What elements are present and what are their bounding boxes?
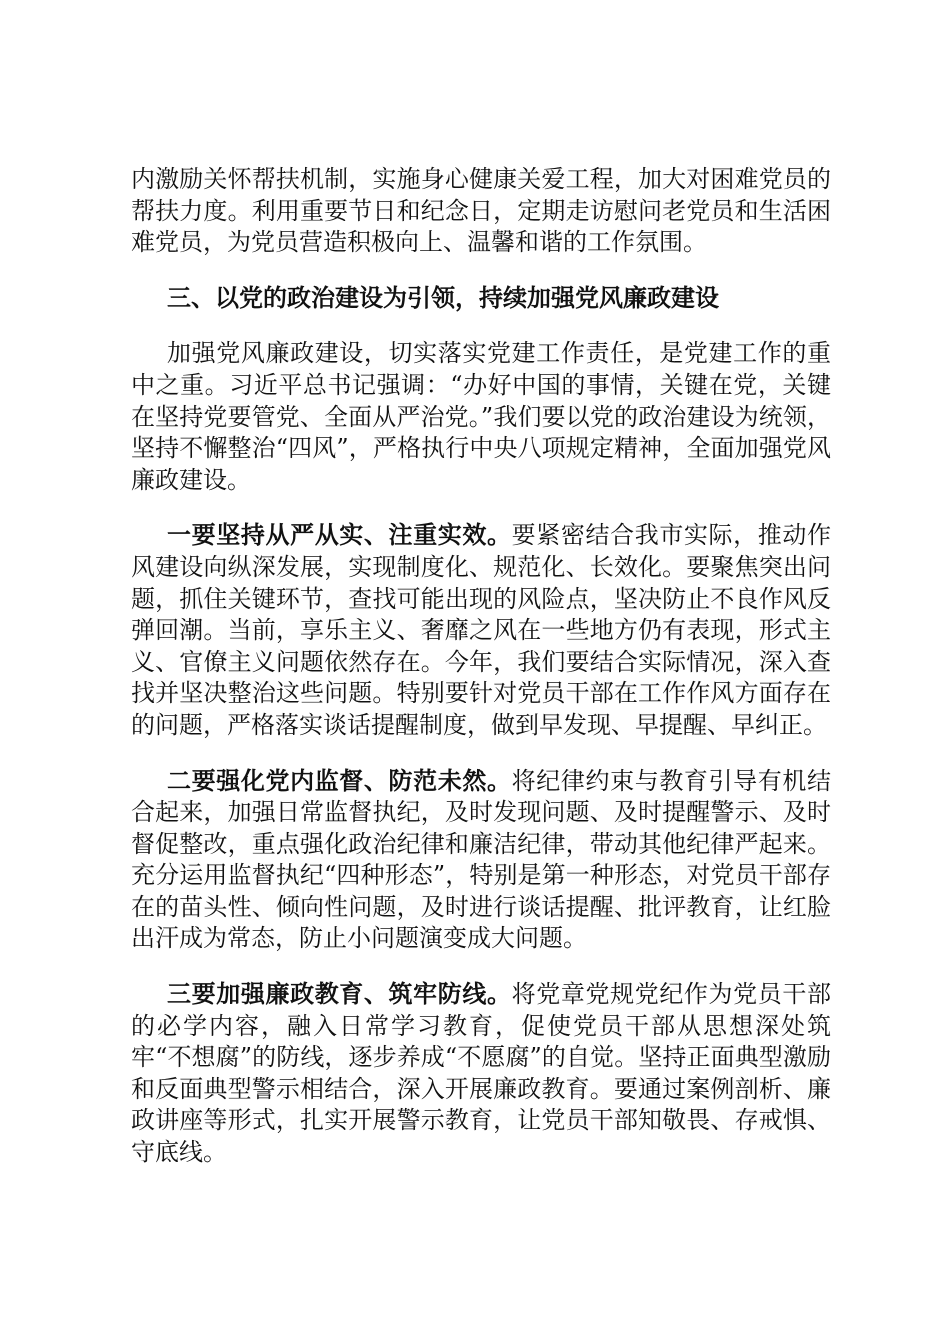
item-3-lead: 三要加强廉政教育、筑牢防线。 [167, 980, 512, 1009]
section-body-paragraph: 加强党风廉政建设，切实落实党建工作责任，是党建工作的重中之重。习近平总书记强调：“办好中国的事情，关键在党，关键在坚持党要管党、全面从严治党。”我们要以党的政治建设为统领，坚持不懈整治“四风”，严格执行中央八项规定精神，全面加强党风廉政建设。 [131, 339, 831, 494]
item-1-body: 要紧密结合我市实际，推动作风建设向纵深发展，实现制度化、规范化、长效化。要聚焦突出问题，抓住关键环节，查找可能出现的风险点，坚决防止不良作风反弹回潮。当前，享乐主义、奢靡之风在一些地方仍有表现，形式主义、官僚主义问题依然存在。今年，我们要结合实际情况，深入查找并坚决整治这些问题。特别要针对党员干部在工作作风方面存在的问题，严格落实谈话提醒制度，做到早发现、早提醒、早纠正。 [131, 521, 832, 739]
item-3-paragraph [131, 979, 831, 1169]
item-2-body: 将纪律约束与教育引导有机结合起来，加强日常监督执纪，及时发现问题、及时提醒警示、及时督促整改，重点强化政治纪律和廉洁纪律，带动其他纪律严起来。充分运用监督执纪“四种形态”，特别是第一种形态，对党员干部存在的苗头性、倾向性问题，及时进行谈话提醒、批评教育，让红脸出汗成为常态，防止小问题演变成大问题。 [131, 766, 832, 953]
paragraph-intro: 内激励关怀帮扶机制，实施身心健康关爱工程，加大对困难党员的帮扶力度。利用重要节日和纪念日，定期走访慰问老党员和生活困难党员，为党员营造积极向上、温馨和谐的工作氛围。 [131, 165, 831, 257]
item-3-body: 将党章党规党纪作为党员干部的必学内容，融入日常学习教育，促使党员干部从思想深处筑牢“不想腐”的防线，逐步养成“不愿腐”的自觉。坚持正面典型激励和反面典型警示相结合，深入开展廉政教育。要通过案例剖析、廉政讲座等形式，扎实开展警示教育，让党员干部知敬畏、存戒惧、守底线。 [131, 980, 832, 1167]
paragraph-gap [131, 259, 831, 283]
section-heading: 三、以党的政治建设为引领，持续加强党风廉政建设 [167, 283, 719, 312]
item-2-paragraph [131, 766, 831, 956]
item-1-lead: 一要坚持从严从实、注重实效。 [167, 521, 512, 550]
paragraph-gap [131, 955, 831, 979]
item-2-lead: 二要强化党内监督、防范未然。 [167, 766, 512, 795]
paragraph-gap [131, 314, 831, 338]
paragraph-gap [131, 742, 831, 766]
item-1-paragraph [131, 520, 831, 741]
document-body [131, 164, 831, 1169]
paragraph-gap [131, 496, 831, 520]
